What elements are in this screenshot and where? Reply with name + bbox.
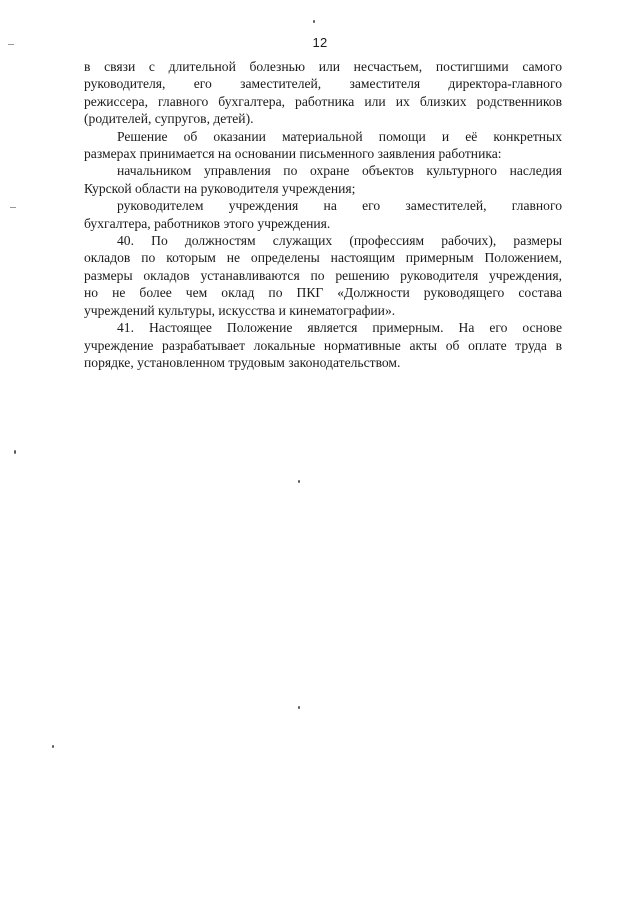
text-line: размерах принимается на основании письменного заявления работника: [84,146,502,162]
document-body [84,58,562,371]
text-line: бухгалтера, работников этого учреждения. [84,215,331,231]
text-line: Решение об оказании материальной помощи и её конкретных [117,128,562,144]
page-number: 12 [312,35,328,50]
text-line: размеры окладов устанавливаются по решению руководителя учреждения, [84,267,562,283]
text-line: Курской области на руководителя учреждения; [84,180,356,196]
text-line: режиссера, главного бухгалтера, работника или их близких родственников [84,93,562,109]
paragraph-decision [84,128,562,163]
paragraph-director [84,197,562,232]
text-line: руководителем учреждения на его заместителей, главного [117,198,562,214]
text-line: учреждений культуры, искусства и кинематографии». [84,302,396,318]
paragraph-head-of-department [84,162,562,197]
text-line: (родителей, супругов, детей). [84,111,254,127]
paragraph-clause-40 [84,232,562,319]
text-line: начальником управления по охране объектов культурного наследия [117,163,562,179]
scan-mark [8,44,14,45]
text-line: учреждение разрабатывает локальные нормативные акты об оплате труда в [84,337,562,353]
text-line: руководителя, его заместителей, заместителя директора-главного [84,76,562,92]
text-line: окладов по которым не определены настоящим примерным Положением, [84,250,562,266]
paragraph-hardship [84,58,562,128]
text-line: 41. Настоящее Положение является примерным. На его основе [117,320,562,336]
text-line: 40. По должностям служащих (профессиям рабочих), размеры [117,233,562,249]
text-line: в связи с длительной болезнью или несчастьем, постигшими самого [84,59,562,74]
paragraph-clause-41 [84,319,562,371]
scan-speck [313,20,315,23]
scan-speck [14,450,16,454]
scan-speck [298,480,300,483]
scan-speck [298,706,300,709]
text-line: порядке, установленном трудовым законодательством. [84,354,401,370]
text-line: но не более чем оклад по ПКГ «Должности руководящего состава [84,285,562,301]
scan-mark [10,207,16,208]
scan-speck [52,745,54,748]
